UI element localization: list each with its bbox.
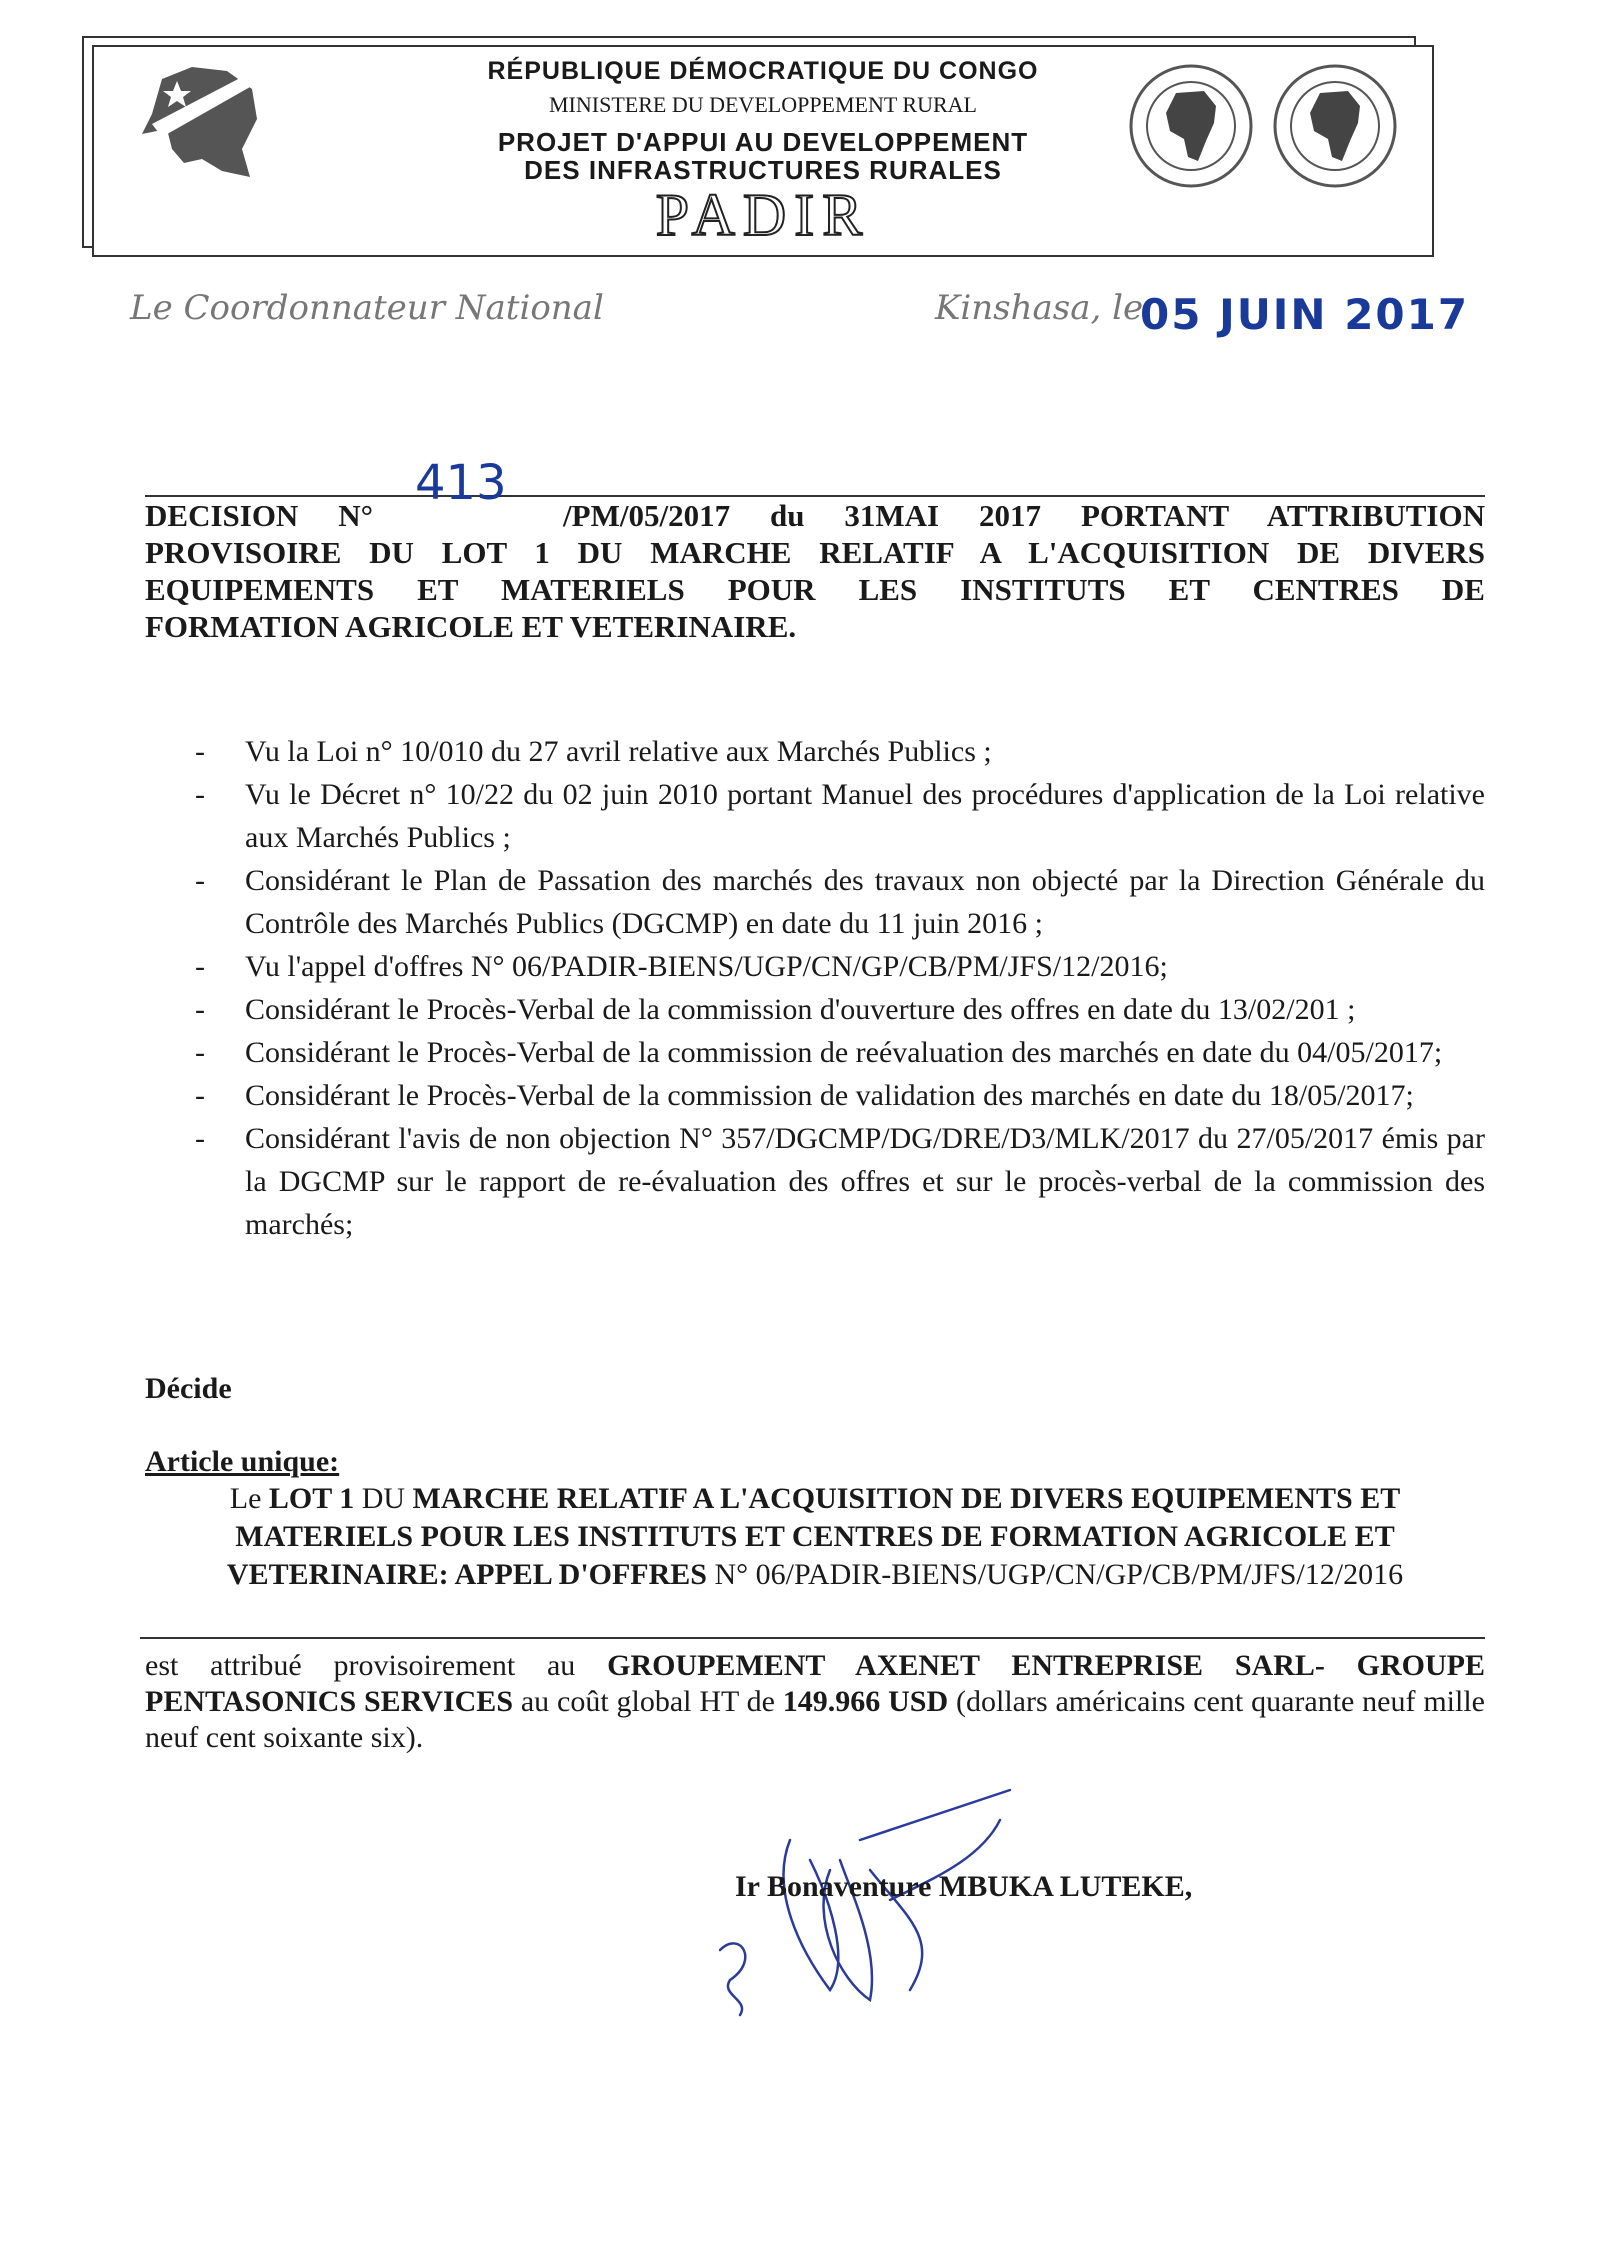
award-prefix: est attribué provisoirement au xyxy=(145,1649,576,1682)
header-project-line1: PROJET D'APPUI AU DEVELOPPEMENT xyxy=(497,127,1029,157)
list-item: - Vu l'appel d'offres N° 06/PADIR-BIENS/UGP/CN/GP/CB/PM/JFS/12/2016; xyxy=(195,950,1168,983)
article-ref: N° 06/PADIR-BIENS/UGP/CN/GP/CB/PM/JFS/12/2016 xyxy=(714,1558,1404,1591)
decide-heading: Décide xyxy=(145,1372,232,1405)
award-amount: 149.966 USD xyxy=(782,1685,949,1718)
award-amount-words: (dollars américains cent quarante neuf mille neuf cent soixante six). xyxy=(145,1685,1485,1754)
article-body-text: MARCHE RELATIF A L'ACQUISITION DE DIVERS EQUIPEMENTS ET MATERIELS POUR LES INSTITUTS ET CENTRES DE FORMATION AGRICOLE ET VETERINAIRE: APPEL D'OFFRES xyxy=(226,1482,1401,1591)
list-item: - Vu le Décret n° 10/22 du 02 juin 2010 portant Manuel des procédures d'application de la Loi relative aux Marchés Publics ; xyxy=(195,778,1485,854)
decision-title xyxy=(145,455,1485,645)
list-item: - Considérant l'avis de non objection N° 357/DGCMP/DG/DRE/D3/MLK/2017 du 27/05/2017 émis par la DGCMP sur le rapport de re-évaluation des offres et sur le procès-verbal de la commission des marchés; xyxy=(195,1122,1485,1241)
afdb-seal-icon xyxy=(1126,61,1256,191)
list-item: - Considérant le Plan de Passation des marchés des travaux non objecté par la Direction Générale du Contrôle des Marchés Publics (DGCMP) en date du 11 juin 2016 ; xyxy=(195,864,1485,940)
date-stamp: 05 JUIN 2017 xyxy=(1140,290,1470,339)
list-item: - Considérant le Procès-Verbal de la commission d'ouverture des offres en date du 13/02/201 ; xyxy=(195,993,1356,1026)
decision-number-handwritten: 413 xyxy=(415,455,507,511)
list-item: - Vu la Loi n° 10/010 du 27 avril relative aux Marchés Publics ; xyxy=(195,735,992,768)
decision-title-line4: FORMATION AGRICOLE ET VETERINAIRE. xyxy=(145,609,797,644)
award-paragraph xyxy=(145,1648,1485,1756)
article-lot: LOT 1 xyxy=(268,1482,355,1515)
award-company: GROUPEMENT AXENET ENTREPRISE SARL- GROUPE PENTASONICS SERVICES xyxy=(145,1649,1485,1718)
sender-title: Le Coordonnateur National xyxy=(130,288,604,328)
list-item: - Considérant le Procès-Verbal de la commission de reévaluation des marchés en date du 04/05/2017; xyxy=(195,1036,1443,1069)
decision-title-line2: PROVISOIRE DU LOT 1 DU MARCHE RELATIF A L'ACQUISITION DE DIVERS xyxy=(145,535,1485,570)
award-mid: au coût global HT de xyxy=(520,1685,775,1718)
header-country: RÉPUBLIQUE DÉMOCRATIQUE DU CONGO xyxy=(487,57,1039,85)
signatory-name: Ir Bonaventure MBUKA LUTEKE, xyxy=(735,1870,1193,1903)
list-item: - Considérant le Procès-Verbal de la commission de validation des marchés en date du 18/05/2017; xyxy=(195,1079,1414,1112)
article-du: DU xyxy=(361,1482,406,1515)
article-le: Le xyxy=(229,1482,262,1515)
header-project-line2: DES INFRASTRUCTURES RURALES xyxy=(524,155,1002,185)
decision-title-line1: /PM/05/2017 du 31MAI 2017 PORTANT ATTRIBUTION xyxy=(563,498,1485,533)
header-ministry: MINISTERE DU DEVELOPPEMENT RURAL xyxy=(549,92,977,117)
header-acronym: PADIR xyxy=(655,182,871,248)
divider xyxy=(140,1637,1485,1639)
place-prefix: Kinshasa, le xyxy=(935,288,1144,328)
decision-label: DECISION N° xyxy=(145,498,374,533)
article-label: Article unique: xyxy=(145,1445,340,1478)
article-body xyxy=(145,1480,1485,1594)
adf-seal-icon xyxy=(1270,61,1400,191)
header-frame xyxy=(92,45,1434,257)
considerations-list xyxy=(145,730,1485,1246)
decision-title-line3: EQUIPEMENTS ET MATERIELS POUR LES INSTITUTS ET CENTRES DE xyxy=(145,572,1485,607)
